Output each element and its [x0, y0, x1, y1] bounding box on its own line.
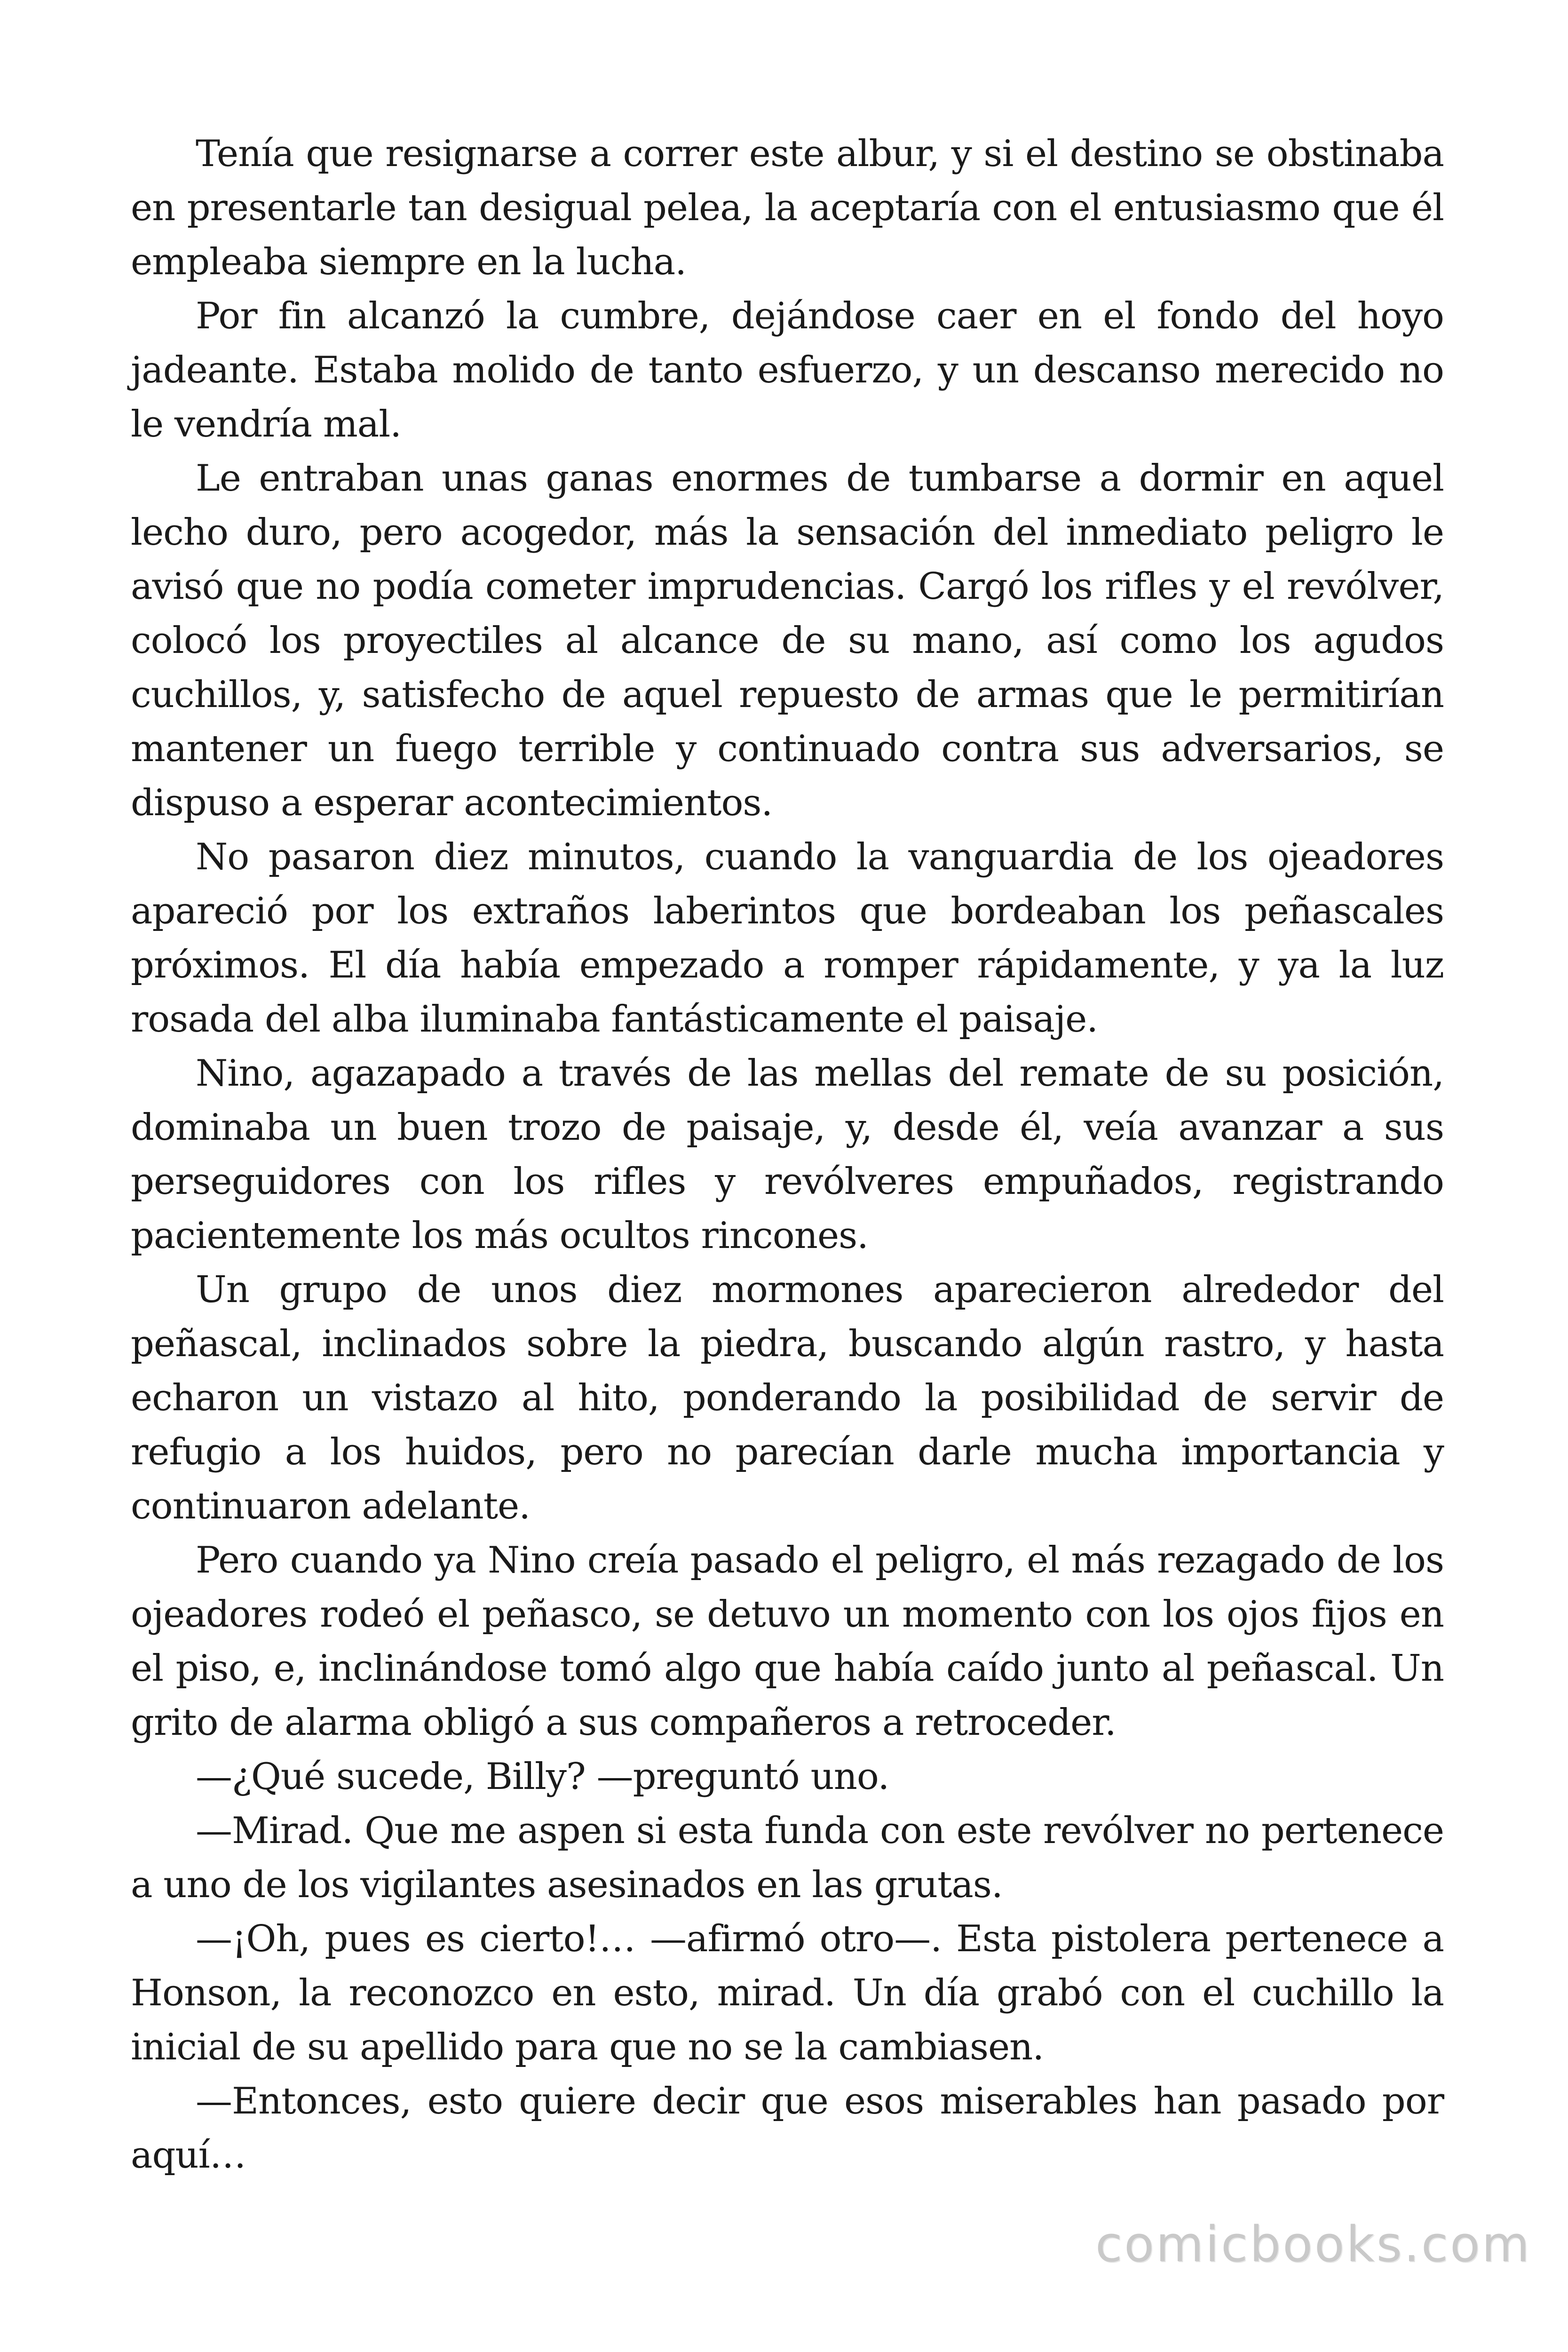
paragraph: Un grupo de unos diez mormones aparecieron alrededor del peñascal, inclinados sobre la piedra, buscando algún rastro, y hasta echaron un vistazo al hito, ponderando la posibilidad de servir de refugio a los huidos, pero no parecían darle mucha importancia y continuaron adelante.	[131, 1269, 1444, 1527]
page-text-body	[131, 127, 1444, 2183]
paragraph: Por fin alcanzó la cumbre, dejándose caer en el fondo del hoyo jadeante. Estaba molido de tanto esfuerzo, y un descanso merecido no le vendría mal.	[131, 295, 1444, 445]
paragraph: Tenía que resignarse a correr este albur, y si el destino se obstinaba en presentarle tan desigual pelea, la aceptaría con el entusiasmo que él empleaba siempre en la lucha.	[131, 133, 1444, 283]
paragraph: Pero cuando ya Nino creía pasado el peligro, el más rezagado de los ojeadores rodeó el peñasco, se detuvo un momento con los ojos fijos en el piso, e, inclinándose tomó algo que había caído junto al peñascal. Un grito de alarma obligó a sus compañeros a retroceder.	[131, 1539, 1444, 1744]
dialogue-line: —¿Qué sucede, Billy? —preguntó uno.	[196, 1756, 889, 1798]
dialogue-line: —Entonces, esto quiere decir que esos miserables han pasado por aquí…	[131, 2080, 1444, 2177]
paragraph: Nino, agazapado a través de las mellas del remate de su posición, dominaba un buen trozo de paisaje, y, desde él, veía avanzar a sus perseguidores con los rifles y revólveres empuñados, registrando pacientemente los más ocultos rincones.	[131, 1052, 1444, 1257]
paragraph: No pasaron diez minutos, cuando la vanguardia de los ojeadores apareció por los extraños laberintos que bordeaban los peñascales próximos. El día había empezado a romper rápidamente, y ya la luz rosada del alba iluminaba fantásticamente el paisaje.	[131, 836, 1444, 1041]
dialogue-line: —Mirad. Que me aspen si esta funda con este revólver no pertenece a uno de los vigilantes asesinados en las grutas.	[131, 1810, 1444, 1906]
paragraph: Le entraban unas ganas enormes de tumbarse a dormir en aquel lecho duro, pero acogedor, más la sensación del inmediato peligro le avisó que no podía cometer imprudencias. Cargó los rifles y el revólver, colocó los proyectiles al alcance de su mano, así como los agudos cuchillos, y, satisfecho de aquel repuesto de armas que le permitirían mantener un fuego terrible y continuado contra sus adversarios, se dispuso a esperar acontecimientos.	[131, 457, 1444, 824]
dialogue-line: —¡Oh, pues es cierto!… —afirmó otro—. Esta pistolera pertenece a Honson, la reconozco en esto, mirad. Un día grabó con el cuchillo la inicial de su apellido para que no se la cambiasen.	[131, 1918, 1444, 2068]
watermark-text: comicbooks.com	[1095, 2216, 1531, 2273]
